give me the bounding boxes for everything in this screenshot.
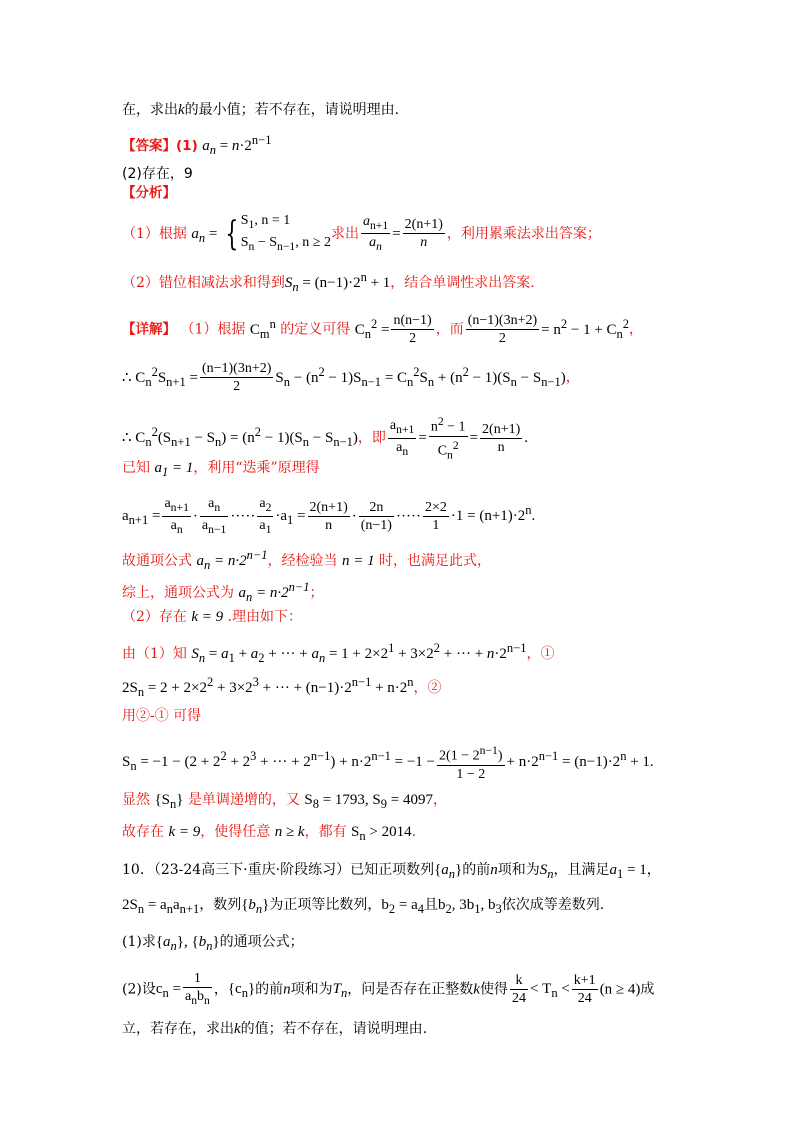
analysis-line-2: （2）错位相减法求和得到$S_n = (n-1)\cdot 2^n + 1$，结合单调性求出答案. xyxy=(122,270,535,294)
detail-line-13: 显然 $\{S_n\}$ 是单调递增的，又 $S_8 = 1793$, $S_9 = 4097$， xyxy=(122,792,447,811)
detail-tag: 【详解】 xyxy=(122,321,176,338)
q10-line-5: 立，若存在，求出k的值；若不存在，请说明理由. xyxy=(122,1021,428,1037)
detail-line-7: 综上，通项公式为 $a_n = n\cdot 2^{n-1}$； xyxy=(122,580,324,604)
detail-line-5: $a_{n+1}$ = $\frac{a_{n+1}}{a_n}$ · $\frac{a_n}{a_{n-1}}$ ····· $\frac{a_2}{a_1}$ $\cdot a_1$ = $\frac{2(n+1)}{n}$ · $\frac{2n}{(n-1)}$ ····· $\frac{2\times 2}{1}$ $\cdot 1 = (n+1)\cdot 2^n$. xyxy=(122,496,536,536)
detail-line-8: （2）存在 k = 9 .理由如下： xyxy=(122,609,303,625)
detail-line-2: ∴ $C_n^2S_{n+1}$ = $\frac{(n-1)(3n+2)}{2}$ $S_n - (n^2 - 1)S_{n-1} = C_n^2S_n + (n^2 - 1)(S_n - S_{n-1})$， xyxy=(122,361,580,394)
detail-line-14: 故存在 k = 9，使得任意 n ≥ k，都有 $S_n > 2014$. xyxy=(122,824,417,843)
analysis-tag: 【分析】 xyxy=(122,185,176,201)
answer-tag: 【答案】 xyxy=(122,138,176,154)
q10-line-3: (1)求$\{a_n\}$, $\{b_n\}$的通项公式； xyxy=(122,934,304,953)
analysis-tag-line xyxy=(122,183,176,203)
detail-line-12: $S_n = -1 - (2 + 2^2 + 2^3$ + ··· + $2^{n-1}) + n\cdot 2^{n-1} = -1$ − $\frac{2(1 - 2^{n-1})}{1 - 2}$ + $n\cdot 2^{n-1} = (n-1)\cdot 2^n + 1$. xyxy=(122,744,654,782)
q10-line-1: 10．（23-24高三下·重庆·阶段练习）已知正项数列$\{a_n\}$的前n项和为$S_n$，且满足$a_1 = 1$， xyxy=(122,862,661,881)
q10-line-2: $2S_n = a_na_{n+1}$，数列$\{b_n\}$为正项等比数列，$b_2 = a_4$且$b_2$, $3b_1$, $b_3$依次成等差数列. xyxy=(122,897,605,916)
answer-2-line xyxy=(122,164,193,184)
detail-line-1: 【详解】 （1）根据 $C_m^n$ 的定义可得 $C_n^2$ = $\frac{n(n-1)}{2}$ ，而 $\frac{(n-1)(3n+2)}{2}$ = $n^2 - 1 + C_n^2$， xyxy=(122,313,644,346)
detail-line-10: $2S_n = 2 + 2\times 2^2 + 3\times 2^3$ + ··· + $(n-1)\cdot 2^{n-1} + n\cdot 2^n$，② xyxy=(122,675,442,699)
answer-2: (2)存在，9 xyxy=(122,166,193,182)
q10-line-4: (2)设$c_n$ = $\frac{1}{a_nb_n}$ ，$\{c_n\}$的前n项和为$T_n$，问是否存在正整数k使得 $\frac{k}{24}$ < $T_n$ < $\frac{k+1}{24}$ (n ≥ 4)成 xyxy=(122,971,655,1007)
detail-line-4: 已知 $a_1 = 1$，利用“迭乘”原理得 xyxy=(122,460,320,479)
detail-line-6: 故通项公式 $a_n = n\cdot 2^{n-1}$，经检验当 n = 1 时，也满足此式， xyxy=(122,548,492,572)
detail-line-3: ∴ $C_n^2(S_{n+1} - S_n) = (n^2 - 1)(S_n - S_{n-1})$，即 $\frac{a_{n+1}}{a_n}$ = $\frac{n^2 - 1}{C_n^2}$ = $\frac{2(n+1)}{n}$ . xyxy=(122,415,529,462)
detail-line-11 xyxy=(122,706,201,726)
answer-line: 【答案】(1) $a_n = n\cdot 2^{n-1}$ xyxy=(122,133,272,157)
detail-11: 用②-① 可得 xyxy=(122,708,202,724)
detail-line-9: 由（1）知 $S_n = a_1 + a_2$ + ··· + $a_n = 1 + 2\times 2^1 + 3\times 2^2$ + ··· + $n\cdot 2^{n-1}$，① xyxy=(122,641,555,665)
analysis-line-1: （1）根据 $a_n$ = { $S_1$, n = 1 $S_n - S_{n-1}$, n ≥ 2 求出 $\frac{a_{n+1}}{a_n}$ = $\frac{2(n+1)}{n}$ ，利用累乘法求出答案； xyxy=(122,213,601,254)
text-line-1: 在，求出k的最小值；若不存在，请说明理由. xyxy=(122,102,400,118)
